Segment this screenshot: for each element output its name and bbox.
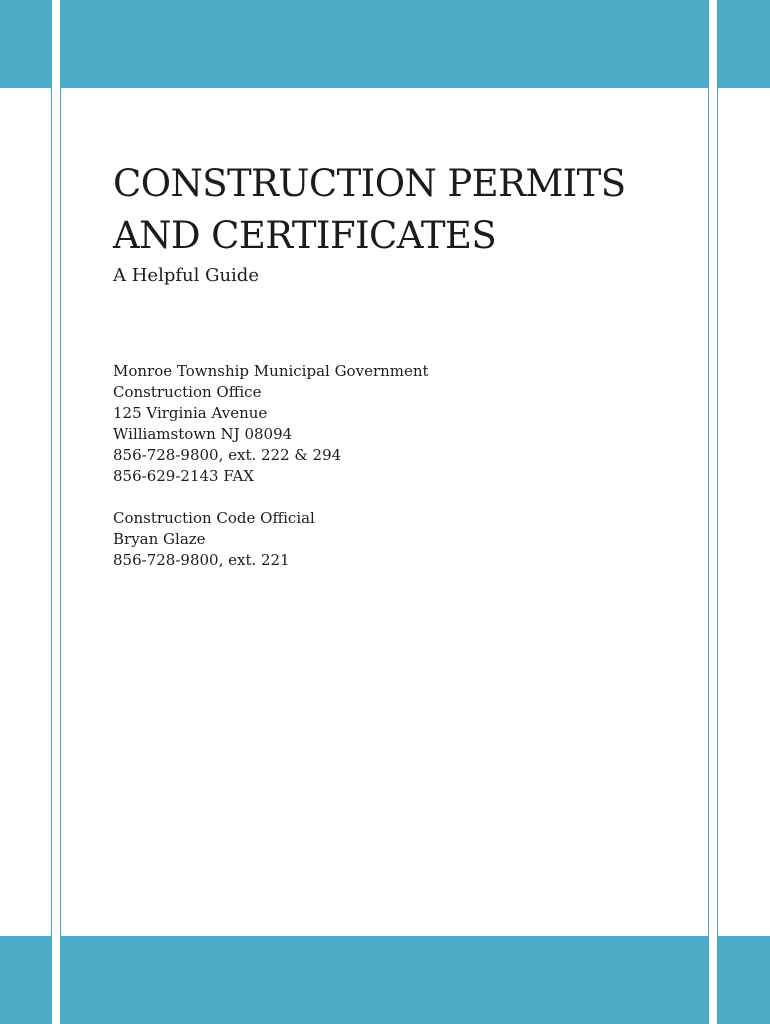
address-line: Williamstown NJ 08094 [113,425,293,443]
footer-band [61,936,708,1024]
official-contact-block [113,508,693,571]
document-subtitle: A Helpful Guide [113,265,259,286]
title-line: CONSTRUCTION PERMITS [113,162,626,205]
footer-band-left [0,936,51,1024]
header-band-right [718,0,770,88]
border-line [60,0,61,1024]
address-line: Monroe Township Municipal Government [113,362,429,380]
phone-line: 856-728-9800, ext. 222 & 294 [113,446,342,464]
header-band-left [0,0,51,88]
footer-band-right [718,936,770,1024]
address-line: Construction Office [113,383,262,401]
fax-line: 856-629-2143 FAX [113,467,254,485]
border-line [51,0,52,1024]
cover-content [113,158,693,571]
border-line [717,0,718,1024]
header-band [61,0,708,88]
office-address-block [113,361,693,487]
official-phone: 856-728-9800, ext. 221 [113,551,290,569]
title-line: AND CERTIFICATES [113,214,497,257]
document-title [113,158,693,262]
border-line [708,0,709,1024]
official-title: Construction Code Official [113,509,315,527]
official-name: Bryan Glaze [113,530,206,548]
address-line: 125 Virginia Avenue [113,404,268,422]
